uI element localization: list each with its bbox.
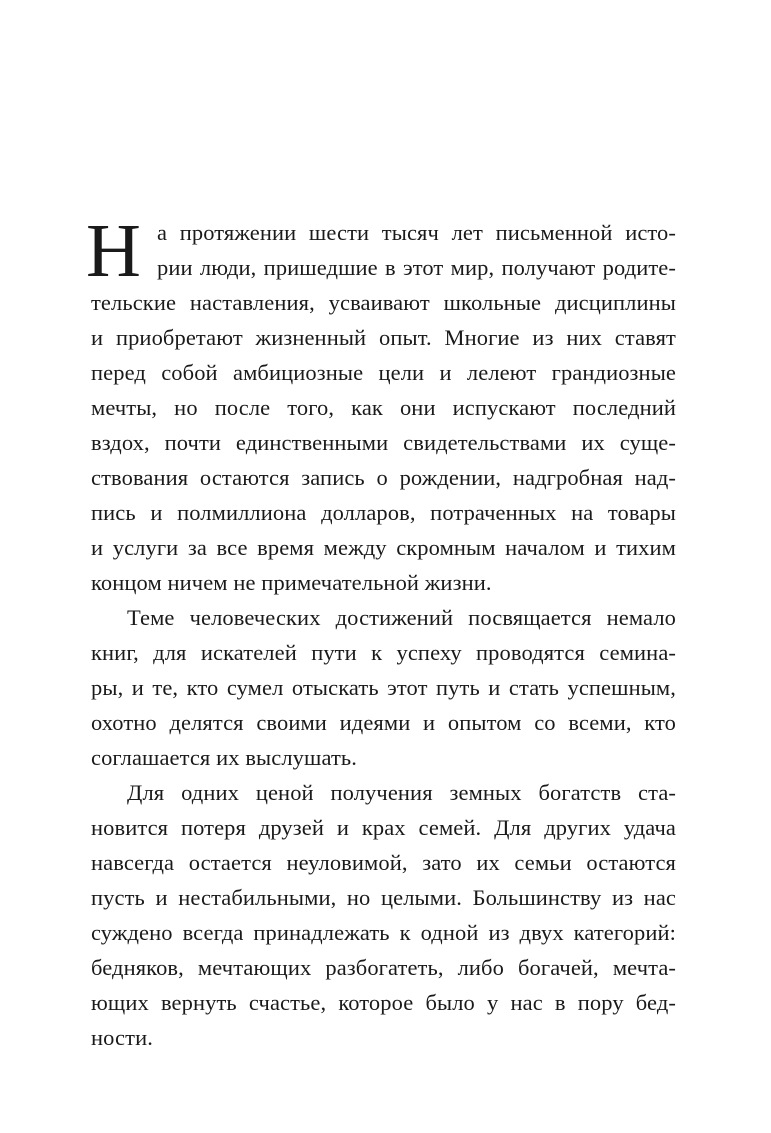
paragraph-2 — [91, 600, 676, 775]
text-line: мечты, но после того, как они испускают последний — [91, 395, 676, 420]
text-line: ствования остаются запись о рождении, надгробная над- — [91, 465, 676, 490]
body-text — [86, 209, 676, 1055]
text-line: бедняков, мечтающих разбогатеть, либо богачей, мечта- — [91, 955, 676, 980]
text-line: рии люди, пришедшие в этот мир, получают родите- — [157, 255, 676, 280]
text-line: книг, для искателей пути к успеху проводятся семина- — [91, 640, 676, 665]
text-line: охотно делятся своими идеями и опытом со всеми, кто — [91, 710, 676, 735]
text-line: навсегда остается неуловимой, зато их семьи остаются — [91, 850, 676, 875]
text-line: Для одних ценой получения земных богатств ста- — [127, 780, 676, 805]
text-line: и приобретают жизненный опыт. Многие из них ставят — [91, 325, 676, 350]
text-line: концом ничем не примечательной жизни. — [91, 570, 492, 595]
text-line: вздох, почти единственными свидетельствами их суще- — [91, 430, 676, 455]
text-line: ющих вернуть счастье, которое было у нас в пору бед- — [91, 990, 676, 1015]
paragraph-1 — [86, 209, 676, 600]
text-line: тельские наставления, усваивают школьные дисциплины — [91, 290, 676, 315]
text-line: Теме человеческих достижений посвящается немало — [127, 605, 676, 630]
text-line: суждено всегда принадлежать к одной из двух категорий: — [91, 920, 676, 945]
text-line: ры, и те, кто сумел отыскать этот путь и стать успешным, — [91, 675, 676, 700]
text-line: пись и полмиллиона долларов, потраченных на товары — [91, 500, 676, 525]
text-line: пусть и нестабильными, но целыми. Большинству из нас — [91, 885, 676, 910]
text-line: перед собой амбициозные цели и лелеют грандиозные — [91, 360, 676, 385]
text-line: а протяжении шести тысяч лет письменной исто- — [157, 220, 676, 245]
text-line: и услуги за все время между скромным началом и тихим — [91, 535, 676, 560]
text-line: соглашается их выслушать. — [91, 745, 357, 770]
text-line: ности. — [91, 1025, 153, 1050]
drop-cap: Н — [86, 209, 141, 293]
paragraph-3 — [91, 775, 676, 1055]
text-line: новится потеря друзей и крах семей. Для других удача — [91, 815, 676, 840]
